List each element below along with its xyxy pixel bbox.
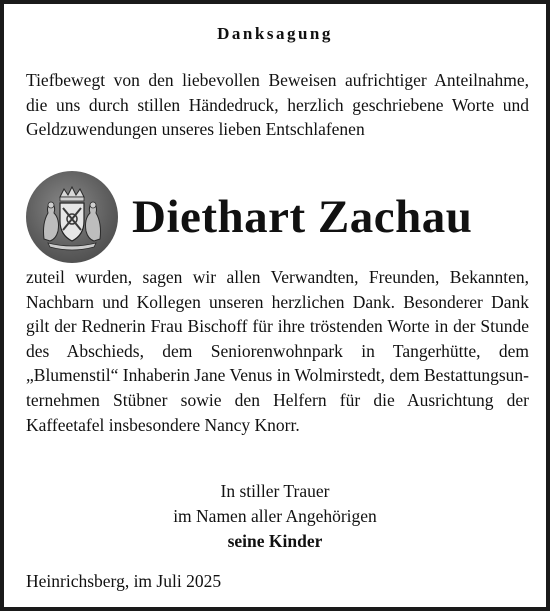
coat-of-arms-graphic xyxy=(30,175,114,259)
notice-heading: Danksagung xyxy=(217,24,333,43)
signature: seine Kinder xyxy=(227,531,323,551)
place-date: Heinrichsberg, im Juli 2025 xyxy=(26,571,222,591)
closing-line-2: im Namen aller Angehörigen xyxy=(173,506,377,526)
name-row xyxy=(26,169,529,265)
thanks-paragraph: zuteil wurden, sagen wir allen Verwandten, Freunden, Bekannten, Nachbarn und Kollegen unseren herzlichen Dank. Besonderer Dank gilt der Rednerin Frau Bischoff für ihre tröstenden Worte in der Stunde des Abschieds, dem Seniorenwohnpark in Tangerhütte, dem „Blumenstil“ Inhaberin Jane Venus in Wolmirstedt, dem Bestattungsunternehmen Stübner sowie den Helfern für die Ausrichtung der Kaffeetafel insbesondere Nancy Knorr. xyxy=(26,267,529,435)
closing-line-1: In stiller Trauer xyxy=(220,481,330,501)
intro-paragraph: Tiefbewegt von den liebevollen Beweisen aufrichtiger Anteilnahme, die uns durch stillen Händedruck, herzlich geschriebene Worte und Geldzuwendungen unseres lieben Entschlafenen xyxy=(26,70,529,140)
closing-block xyxy=(4,479,546,554)
deceased-name: Diethart Zachau xyxy=(132,191,473,243)
coat-of-arms-icon xyxy=(26,171,118,263)
